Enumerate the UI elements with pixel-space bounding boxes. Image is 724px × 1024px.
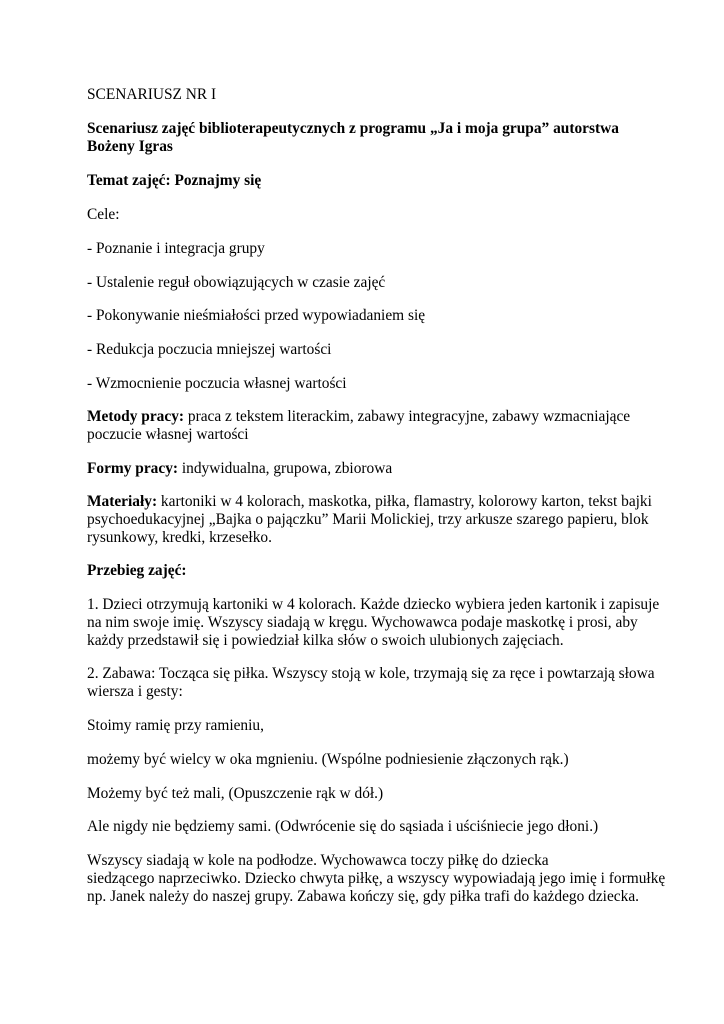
- goal-item: - Ustalenie reguł obowiązujących w czasie zajęć: [87, 274, 386, 291]
- closing-line: np. Janek należy do naszej grupy. Zabawa kończy się, gdy piłka trafi do każdego dziecka.: [87, 888, 639, 905]
- step2-line: wiersza i gesty:: [87, 683, 183, 700]
- subtitle-line-2: Bożeny Igras: [87, 138, 173, 155]
- materials-line-3: rysunkowy, kredki, krzesełko.: [87, 529, 272, 546]
- methods-label: Metody pracy:: [87, 408, 185, 425]
- goals-label: Cele:: [87, 206, 120, 223]
- closing-line: Wszyscy siadają w kole na podłodze. Wychowawca toczy piłkę do dziecka: [87, 852, 549, 869]
- materials-text: kartoniki w 4 kolorach, maskotka, piłka, flamastry, kolorowy karton, tekst bajki: [157, 493, 652, 510]
- poem-line: Możemy być też mali, (Opuszczenie rąk w dół.): [87, 785, 384, 802]
- closing-line: siedzącego naprzeciwko. Dziecko chwyta piłkę, a wszyscy wypowiadają jego imię i formułkę: [87, 870, 666, 887]
- materials-label: Materiały:: [87, 493, 158, 510]
- course-heading: Przebieg zajęć:: [87, 562, 187, 579]
- forms-label: Formy pracy:: [87, 460, 179, 477]
- forms-line: [87, 460, 392, 478]
- document-title: SCENARIUSZ NR I: [87, 86, 217, 103]
- materials-line-2: psychoedukacyjnej „Bajka o pajączku” Marii Molickiej, trzy arkusze szarego papieru, blok: [87, 511, 649, 528]
- step1-line: na nim swoje imię. Wszyscy siadają w kręgu. Wychowawca podaje maskotkę i prosi, aby: [87, 614, 638, 631]
- goal-item: - Poznanie i integracja grupy: [87, 240, 265, 257]
- materials-line-1: [87, 493, 652, 511]
- poem-line: Stoimy ramię przy ramieniu,: [87, 717, 264, 734]
- methods-line-1: [87, 408, 630, 426]
- topic-heading: Temat zajęć: Poznajmy się: [87, 172, 262, 189]
- step1-line: 1. Dzieci otrzymują kartoniki w 4 kolorach. Każde dziecko wybiera jeden kartonik i zapisuje: [87, 596, 660, 613]
- subtitle-line-1: Scenariusz zajęć biblioterapeutycznych z programu „Ja i moja grupa” autorstwa: [87, 120, 619, 137]
- goal-item: - Pokonywanie nieśmiałości przed wypowiadaniem się: [87, 307, 426, 324]
- goal-item: - Wzmocnienie poczucia własnej wartości: [87, 375, 347, 392]
- methods-line-2: poczucie własnej wartości: [87, 426, 249, 443]
- methods-text: praca z tekstem literackim, zabawy integracyjne, zabawy wzmacniające: [184, 408, 631, 425]
- poem-line: Ale nigdy nie będziemy sami. (Odwrócenie się do sąsiada i uściśniecie jego dłoni.): [87, 818, 599, 835]
- forms-text: indywidualna, grupowa, zbiorowa: [178, 460, 393, 477]
- step2-line: 2. Zabawa: Tocząca się piłka. Wszyscy stoją w kole, trzymają się za ręce i powtarzają słowa: [87, 665, 655, 682]
- step1-line: każdy przedstawił się i powiedział kilka słów o swoich ulubionych zajęciach.: [87, 632, 564, 649]
- poem-line: możemy być wielcy w oka mgnieniu. (Wspólne podniesienie złączonych rąk.): [87, 751, 569, 768]
- goal-item: - Redukcja poczucia mniejszej wartości: [87, 341, 332, 358]
